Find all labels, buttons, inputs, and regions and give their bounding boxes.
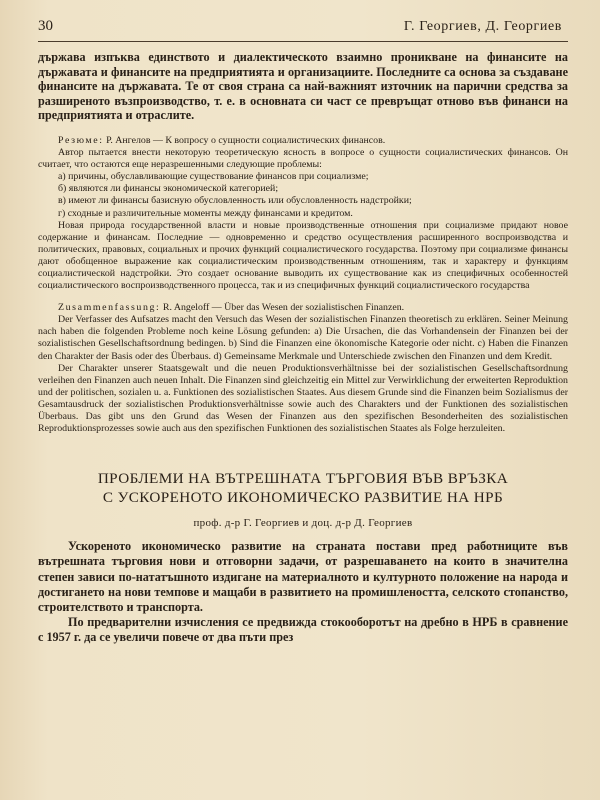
summary-ru-paragraph-2: Новая природа государственной власти и новые производственные отношения при социализме придают новое содержание и финансам. Последние — одновременно и средство осуществления расширенного воспроизводства и политических, правовых, социальных и прочих функций социалистического государства. Поэтому при социализме финансы дают обобщенное выражение как социалистическим производственным отношениям, так и характеру и функциям социалистической надстройки. Это создает основание выводить их существование как из специфичных особенностей социалистического воспроизводственного процесса, так и из специфичных функций социалистического государства <box>38 219 568 292</box>
list-item: а) причины, обуславливающие существование финансов при социализме; <box>58 171 369 183</box>
summary-ru-title: Р. Ангелов — К вопросу о сущности социалистических финансов. <box>106 134 386 146</box>
summary-russian <box>38 135 568 292</box>
article-title <box>38 469 568 507</box>
article-byline: проф. д-р Г. Георгиев и доц. д-р Д. Георгиев <box>193 517 413 530</box>
article-paragraph-1: Ускореното икономическо развитие на страната постави пред работниците във вътрешната търговия нови и отговорни задачи, от разрешаването на които в значителна степен зависи по-нататъшното издигане на материалното и културното положение на народа и достигането на нови темпове и мащаби в развитието на промишлеността, селското стопанство, строителството и транспорта. <box>38 539 568 615</box>
running-header-authors: Г. Георгиев, Д. Георгиев <box>403 19 562 34</box>
running-header <box>38 18 568 35</box>
summary-de-title: R. Angeloff — Über das Wesen der sozialistischen Finanzen. <box>162 302 405 314</box>
summary-german <box>38 302 568 435</box>
article-body <box>38 539 568 645</box>
article-paragraph-2: По предварителни изчисления се предвижда стокооборотът на дребно в НРБ в сравнение с 1957 г. да се увеличи повече от два пъти през <box>38 615 568 645</box>
summary-ru-problem-list <box>38 171 568 219</box>
list-item: г) сходные и различительные моменты между финансами и кредитом. <box>58 207 353 219</box>
summary-ru-heading <box>38 135 568 147</box>
intro-paragraph: държава изпъква единството и диалектическото взаимно проникване на финансите на държавата и финансите на предприятията и организациите. Последните са основа за създаване финансите на държавата. Те от своя страна са най-важният източник на парични средства за разширеното възпроизводство, т. е. в основната си част се превръщат отново във финанси на предприятията и отраслите. <box>38 50 568 123</box>
list-item: в) имеют ли финансы базисную обусловленность или обусловленность надстройки; <box>58 195 412 207</box>
list-item: б) являются ли финансы экономической категорией; <box>58 183 279 195</box>
summary-de-label: Zusammenfassung: <box>58 302 161 314</box>
summary-ru-label: Резюме: <box>58 134 104 146</box>
summary-de-heading <box>38 302 568 314</box>
page-number: 30 <box>38 18 53 34</box>
summary-ru-paragraph-1: Автор пытается внести некоторую теоретическую ясность в вопросе о сущности социалистических финансов. Он считает, что остаются еще неразрешенными следующие проблемы: <box>38 147 568 171</box>
summary-de-paragraph-2: Der Charakter unserer Staatsgewalt und die neuen Produktionsverhältnisse bei der sozialistischen Gesellschaftsordnung verleihen den Finanzen auch neuen Inhalt. Die Finanzen sind gleichzeitig ein Mittel zur Verwirklichung der erweiterten Reproduktion und der politischen, sozialen u. a. Funktionen des sozialistischen Staates. Aus diesem Grunde sind die Finanzen beim Sozialismus der Gesamtausdruck der sozialistischen Produktionsverhältnisse sowie auch des Charakters und der Funktionen des sozialistischen Überbaus. Das gibt uns den Grund das Wesen der Finanzen aus den spezifischen Besonderheiten des sozialistischen Reproduktionsprozesses sowie auch aus den spezifischen Funktionen des sozialistischen Staates als Folge herzuleiten. <box>38 362 568 435</box>
article-title-line-1: ПРОБЛЕМИ НА ВЪТРЕШНАТА ТЪРГОВИЯ ВЪВ ВРЪЗКА <box>97 470 509 488</box>
article-title-line-2: С УСКОРЕНОТО ИКОНОМИЧЕСКО РАЗВИТИЕ НА НРБ <box>102 489 504 507</box>
summary-de-paragraph-1: Der Verfasser des Aufsatzes macht den Versuch das Wesen der sozialistischen Finanzen theoretisch zu erklären. Seiner Meinung nach haben die folgenden Probleme noch keine Lösung gefunden: a) Die Ursachen, die das Vorhandensein der Finanzen bei der sozialistischen Gesellschaftsordnung bedingen. b) Sind die Finanzen eine ökonomische Kategorie oder nicht. c) Haben die Finanzen den Charakter der Basis oder des Überbaus. d) Gemeinsame Merkmale und Unterschiede zwischen den Finanzen und dem Kredit. <box>38 314 568 362</box>
header-rule <box>38 41 568 42</box>
